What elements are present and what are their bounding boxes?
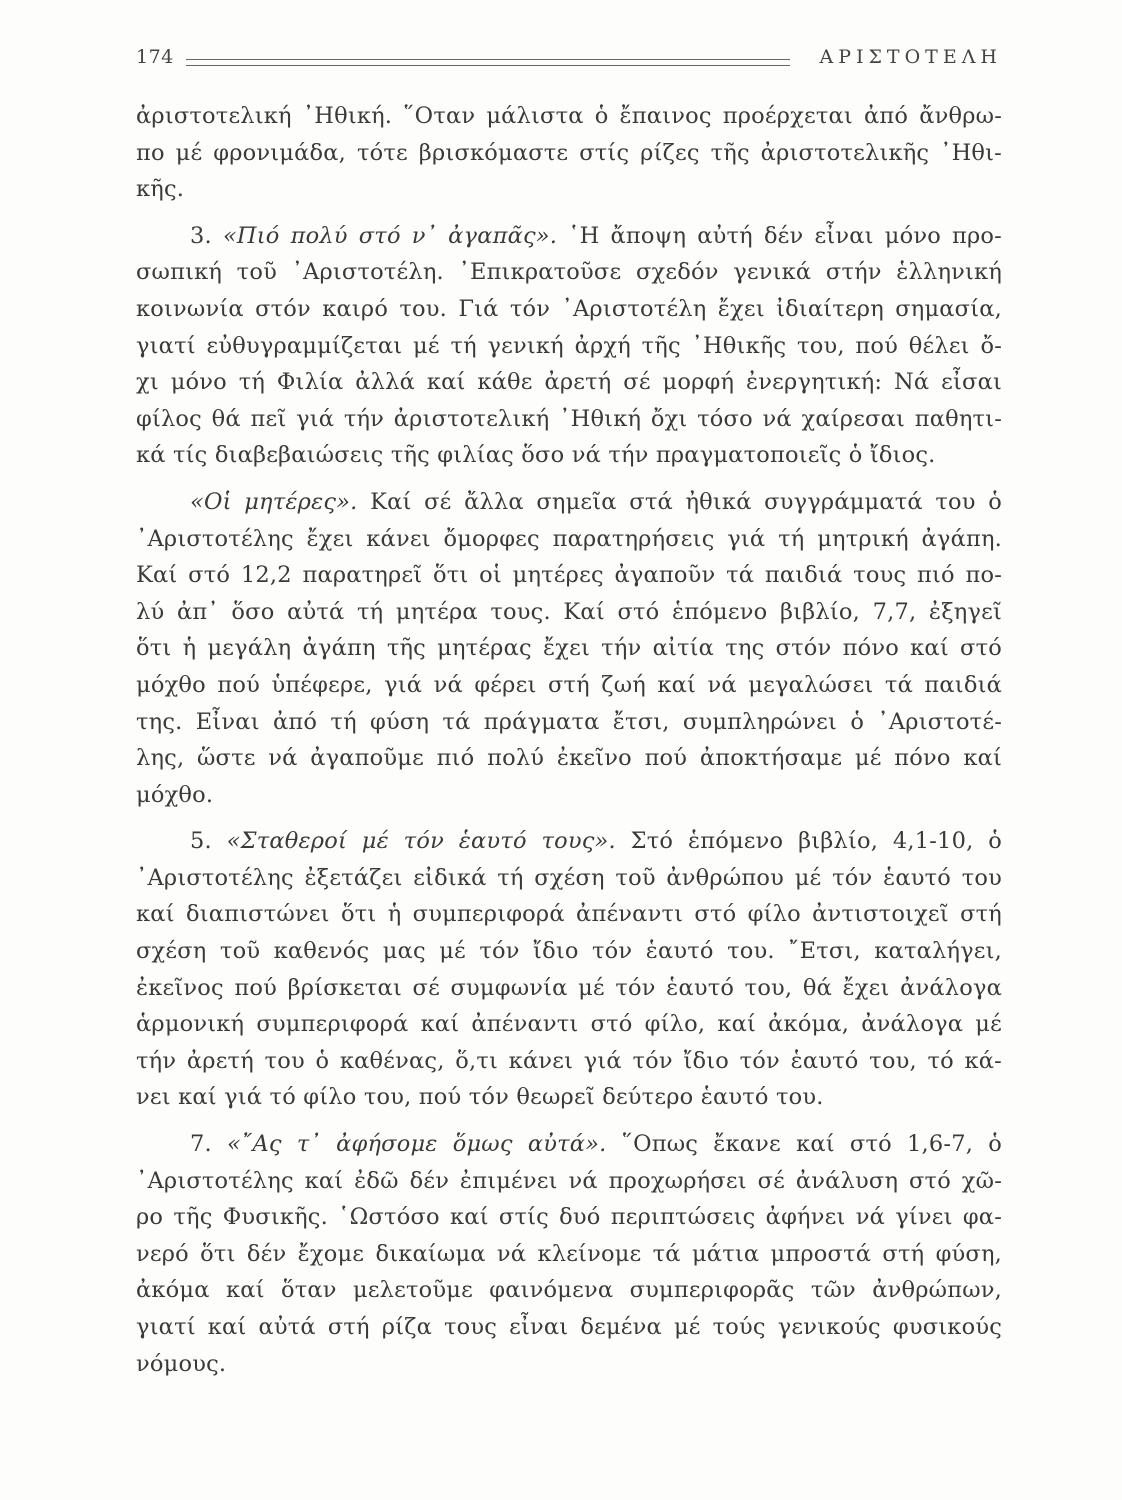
text-line: κοινωνία στόν καιρό του. Γιά τόν ᾽Αριστοτέλη ἔχει ἰδιαίτερη σημασία, bbox=[136, 295, 1002, 322]
paragraph-mothers bbox=[136, 484, 1002, 813]
text-line bbox=[136, 823, 1002, 860]
note-title: «Σταθεροί μέ τόν ἑαυτό τους». bbox=[226, 828, 616, 855]
text-line: κά τίς διαβεβαιώσεις τῆς φιλίας ὅσο νά τήν πραγματοποιεῖς ὁ ἴδιος. bbox=[136, 442, 936, 469]
paragraph-continuation bbox=[136, 98, 1002, 208]
text-line: κῆς. bbox=[136, 176, 185, 203]
text-line: Καί στό 12,2 παρατηρεῖ ὅτι οἱ μητέρες ἀγαποῦν τά παιδιά τους πιό πο- bbox=[136, 562, 1002, 589]
page-number: 174 bbox=[136, 46, 174, 68]
page-header bbox=[136, 44, 1002, 78]
note-number: 7. bbox=[190, 1131, 212, 1158]
text-line: ᾽Αριστοτέλης καί ἐδῶ δέν ἐπιμένει νά προχωρήσει σέ ἀνάλυση στό χῶ- bbox=[136, 1167, 1002, 1194]
text-fragment: Στό ἑπόμενο βιβλίο, 4,1-10, ὁ bbox=[630, 828, 1002, 855]
text-line: λης, ὥστε νά ἀγαποῦμε πιό πολύ ἐκεῖνο πού ἀποκτήσαμε μέ πόνο καί bbox=[136, 745, 1002, 772]
paragraph-note-3 bbox=[136, 218, 1002, 474]
header-double-rule bbox=[186, 59, 790, 66]
text-line: νει καί γιά τό φίλο του, πού τόν θεωρεῖ δεύτερο ἑαυτό του. bbox=[136, 1084, 824, 1111]
text-line: πο μέ φρονιμάδα, τότε βρισκόμαστε στίς ρίζες τῆς ἀριστοτελικῆς ᾽Ηθι- bbox=[136, 139, 1002, 166]
text-line: ᾽Αριστοτέλης ἔχει κάνει ὄμορφες παρατηρήσεις γιά τή μητρική ἀγάπη. bbox=[136, 525, 1002, 552]
text-line: τήν ἀρετή του ὁ καθένας, ὅ,τι κάνει γιά τόν ἴδιο τόν ἑαυτό του, τό κά- bbox=[136, 1047, 1002, 1074]
note-number: 5. bbox=[190, 828, 212, 855]
paragraph-note-5 bbox=[136, 823, 1002, 1116]
text-line: ἀριστοτελική ᾽Ηθική. ῞Οταν μάλιστα ὁ ἔπαινος προέρχεται ἀπό ἄνθρω- bbox=[136, 103, 1002, 129]
text-line: νερό ὅτι δέν ἔχομε δικαίωμα νά κλείνομε τά μάτια μπροστά στή φύση, bbox=[136, 1240, 1002, 1267]
text-fragment: Καί σέ ἄλλα σημεῖα στά ἠθικά συγγράμματά του ὁ bbox=[370, 488, 1002, 515]
text-line: μόχθο. bbox=[136, 781, 214, 808]
text-line: γιατί καί αὐτά στή ρίζα τους εἶναι δεμένα μέ τούς γενικούς φυσικούς bbox=[136, 1314, 1002, 1340]
text-line: ᾽Αριστοτέλης ἐξετάζει εἰδικά τή σχέση τοῦ ἀνθρώπου μέ τόν ἑαυτό του bbox=[136, 864, 1002, 891]
text-line: σχέση τοῦ καθενός μας μέ τόν ἴδιο τόν ἑαυτό του. ῎Ετσι, καταλήγει, bbox=[136, 938, 1002, 965]
text-line: νόμους. bbox=[136, 1350, 227, 1377]
text-fragment: ῞Οπως ἔκανε καί στό 1,6-7, ὁ bbox=[621, 1131, 1002, 1158]
text-line: ἁρμονική συμπεριφορά καί ἀπέναντι στό φίλο, καί ἀκόμα, ἀνάλογα μέ bbox=[136, 1011, 1002, 1038]
text-line: μόχθο πού ὑπέφερε, γιά νά φέρει στή ζωή καί νά μεγαλώσει τά παιδιά bbox=[136, 671, 1002, 698]
note-title: «Οἱ μητέρες». bbox=[190, 488, 358, 515]
text-line bbox=[136, 218, 1002, 255]
text-line: ρο τῆς Φυσικῆς. ῾Ωστόσο καί στίς δυό περιπτώσεις ἀφήνει νά γίνει φα- bbox=[136, 1204, 1002, 1231]
text-line: χι μόνο τή Φιλία ἀλλά καί κάθε ἀρετή σέ μορφή ἐνεργητική: Νά εἶσαι bbox=[136, 369, 1002, 396]
text-line: ἐκεῖνος πού βρίσκεται σέ συμφωνία μέ τόν ἑαυτό του, θά ἔχει ἀνάλογα bbox=[136, 974, 1002, 1001]
text-line: φίλος θά πεῖ γιά τήν ἀριστοτελική ᾽Ηθική ὄχι τόσο νά χαίρεσαι παθητι- bbox=[136, 405, 1002, 432]
text-line: ὅτι ἡ μεγάλη ἀγάπη τῆς μητέρας ἔχει τήν αἰτία της στόν πόνο καί στό bbox=[136, 635, 1002, 662]
text-line: λύ ἀπ᾽ ὅσο αὐτά τή μητέρα τους. Καί στό ἑπόμενο βιβλίο, 7,7, ἐξηγεῖ bbox=[136, 598, 1002, 625]
paragraph-note-7 bbox=[136, 1126, 1002, 1382]
text-fragment: ῾Η ἄποψη αὐτή δέν εἶναι μόνο προ- bbox=[568, 222, 1002, 249]
note-title: «Πιό πολύ στό ν᾽ ἀγαπᾶς». bbox=[222, 222, 558, 249]
text-line: γιατί εὐθυγραμμίζεται μέ τή γενική ἀρχή τῆς ᾽Ηθικῆς του, πού θέλει ὄ- bbox=[136, 332, 1002, 359]
note-title: «῎Ας τ᾽ ἀφήσομε ὅμως αὐτά». bbox=[227, 1131, 607, 1158]
text-line: ἀκόμα καί ὅταν μελετοῦμε φαινόμενα συμπεριφορᾶς τῶν ἀνθρώπων, bbox=[136, 1277, 1002, 1304]
body-text bbox=[136, 98, 1002, 1382]
text-line: καί διαπιστώνει ὅτι ἡ συμπεριφορά ἀπέναντι στό φίλο ἀντιστοιχεῖ στή bbox=[136, 901, 1002, 928]
note-number: 3. bbox=[190, 222, 212, 249]
text-line: σωπική τοῦ ᾽Αριστοτέλη. ᾽Επικρατοῦσε σχεδόν γενικά στήν ἑλληνική bbox=[136, 259, 1002, 286]
text-line bbox=[136, 1126, 1002, 1163]
text-line bbox=[136, 484, 1002, 521]
text-line: της. Εἶναι ἀπό τή φύση τά πράγματα ἔτσι, συμπληρώνει ὁ ᾽Αριστοτέ- bbox=[136, 708, 1002, 735]
running-title: ΑΡΙΣΤΟΤΕΛΗ bbox=[819, 46, 1002, 68]
